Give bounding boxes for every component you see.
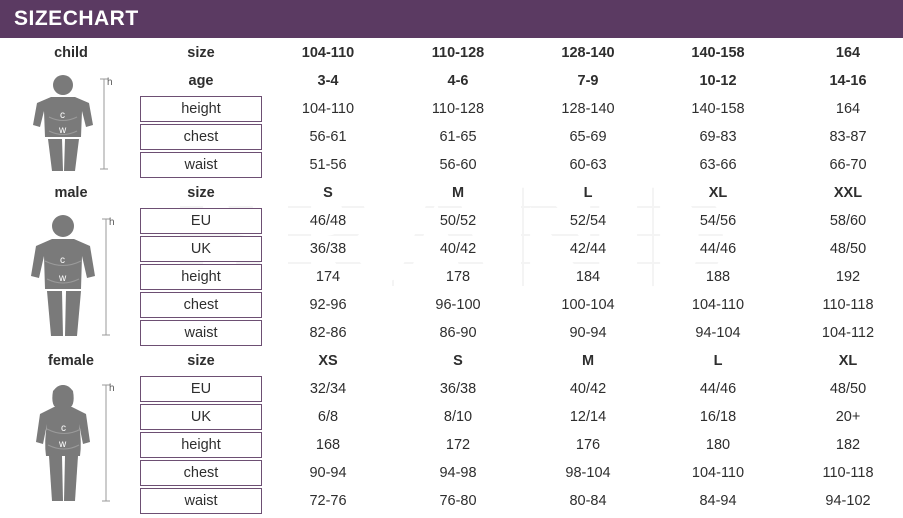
child-figure	[4, 68, 138, 178]
cell-male-uk-2: 40/42	[394, 236, 522, 262]
cell-male-chest-1: 92-96	[264, 292, 392, 318]
table-row	[4, 40, 903, 66]
table-row	[4, 208, 903, 234]
cell-female-chest-1: 90-94	[264, 460, 392, 486]
table-row	[4, 180, 903, 206]
cell-male-uk-4: 44/46	[654, 236, 782, 262]
row-header-female-waist: waist	[140, 488, 262, 514]
group-header-male: male	[4, 180, 138, 206]
cell-child-waist-5: 66-70	[784, 152, 903, 178]
cell-male-size-1: S	[264, 180, 392, 206]
cell-female-uk-4: 16/18	[654, 404, 782, 430]
cell-child-size-1: 104-110	[264, 40, 392, 66]
cell-female-uk-5: 20+	[784, 404, 903, 430]
row-header-male-waist: waist	[140, 320, 262, 346]
cell-female-waist-2: 76-80	[394, 488, 522, 514]
row-header-male-uk: UK	[140, 236, 262, 262]
cell-female-height-1: 168	[264, 432, 392, 458]
table-row	[4, 292, 903, 318]
row-header-male-height: height	[140, 264, 262, 290]
svg-text:w: w	[59, 439, 67, 450]
cell-male-chest-5: 110-118	[784, 292, 903, 318]
table-row	[4, 488, 903, 514]
cell-female-eu-2: 36/38	[394, 376, 522, 402]
cell-female-uk-3: 12/14	[524, 404, 652, 430]
row-header-female-eu: EU	[140, 376, 262, 402]
male-figure	[4, 208, 138, 346]
cell-child-height-5: 164	[784, 96, 903, 122]
table-row	[4, 68, 903, 94]
cell-male-size-5: XXL	[784, 180, 903, 206]
cell-male-uk-5: 48/50	[784, 236, 903, 262]
cell-child-waist-3: 60-63	[524, 152, 652, 178]
group-header-child: child	[4, 40, 138, 66]
cell-male-waist-5: 104-112	[784, 320, 903, 346]
cell-female-chest-5: 110-118	[784, 460, 903, 486]
cell-male-waist-4: 94-104	[654, 320, 782, 346]
row-header-child-waist: waist	[140, 152, 262, 178]
cell-female-size-4: L	[654, 348, 782, 374]
table-row	[4, 432, 903, 458]
cell-male-eu-4: 54/56	[654, 208, 782, 234]
svg-text:h: h	[107, 77, 113, 88]
cell-female-eu-1: 32/34	[264, 376, 392, 402]
cell-child-age-5: 14-16	[784, 68, 903, 94]
row-header-female-chest: chest	[140, 460, 262, 486]
cell-child-waist-2: 56-60	[394, 152, 522, 178]
table-row	[4, 264, 903, 290]
cell-female-eu-5: 48/50	[784, 376, 903, 402]
table-row	[4, 96, 903, 122]
cell-female-height-5: 182	[784, 432, 903, 458]
cell-female-uk-2: 8/10	[394, 404, 522, 430]
table-row	[4, 460, 903, 486]
cell-male-waist-1: 82-86	[264, 320, 392, 346]
table-row	[4, 236, 903, 262]
row-header-child-height: height	[140, 96, 262, 122]
table-row	[4, 348, 903, 374]
cell-female-chest-3: 98-104	[524, 460, 652, 486]
cell-male-eu-1: 46/48	[264, 208, 392, 234]
cell-female-waist-4: 84-94	[654, 488, 782, 514]
cell-female-size-1: XS	[264, 348, 392, 374]
cell-child-chest-3: 65-69	[524, 124, 652, 150]
size-chart-table	[0, 38, 903, 518]
table-row	[4, 404, 903, 430]
row-header-female-height: height	[140, 432, 262, 458]
svg-text:c: c	[60, 110, 65, 121]
cell-child-size-4: 140-158	[654, 40, 782, 66]
cell-female-eu-3: 40/42	[524, 376, 652, 402]
group-header-female: female	[4, 348, 138, 374]
cell-child-size-5: 164	[784, 40, 903, 66]
cell-female-size-3: M	[524, 348, 652, 374]
cell-child-height-3: 128-140	[524, 96, 652, 122]
table-row	[4, 124, 903, 150]
cell-female-chest-4: 104-110	[654, 460, 782, 486]
row-header-child-chest: chest	[140, 124, 262, 150]
cell-child-chest-2: 61-65	[394, 124, 522, 150]
cell-male-size-4: XL	[654, 180, 782, 206]
svg-text:w: w	[59, 125, 67, 136]
row-header-female-size: size	[140, 348, 262, 374]
cell-male-chest-2: 96-100	[394, 292, 522, 318]
cell-child-chest-4: 69-83	[654, 124, 782, 150]
cell-male-uk-3: 42/44	[524, 236, 652, 262]
cell-male-height-2: 178	[394, 264, 522, 290]
cell-male-height-5: 192	[784, 264, 903, 290]
cell-female-waist-5: 94-102	[784, 488, 903, 514]
cell-male-waist-2: 86-90	[394, 320, 522, 346]
cell-male-size-2: M	[394, 180, 522, 206]
cell-female-height-3: 176	[524, 432, 652, 458]
cell-female-uk-1: 6/8	[264, 404, 392, 430]
svg-text:c: c	[60, 255, 65, 266]
table-row	[4, 320, 903, 346]
cell-child-age-3: 7-9	[524, 68, 652, 94]
chart-title-bar	[0, 0, 903, 38]
cell-female-eu-4: 44/46	[654, 376, 782, 402]
row-header-male-chest: chest	[140, 292, 262, 318]
cell-child-height-4: 140-158	[654, 96, 782, 122]
cell-female-size-5: XL	[784, 348, 903, 374]
cell-male-chest-4: 104-110	[654, 292, 782, 318]
table-row	[4, 152, 903, 178]
cell-female-size-2: S	[394, 348, 522, 374]
row-header-child-size: size	[140, 40, 262, 66]
cell-child-age-4: 10-12	[654, 68, 782, 94]
cell-male-waist-3: 90-94	[524, 320, 652, 346]
cell-male-eu-3: 52/54	[524, 208, 652, 234]
cell-male-eu-2: 50/52	[394, 208, 522, 234]
cell-male-height-4: 188	[654, 264, 782, 290]
cell-child-age-2: 4-6	[394, 68, 522, 94]
female-figure	[4, 376, 138, 514]
row-header-child-age: age	[140, 68, 262, 94]
cell-child-height-2: 110-128	[394, 96, 522, 122]
svg-text:w: w	[59, 273, 67, 284]
cell-male-height-3: 184	[524, 264, 652, 290]
cell-female-chest-2: 94-98	[394, 460, 522, 486]
cell-child-waist-4: 63-66	[654, 152, 782, 178]
svg-text:h: h	[109, 383, 115, 394]
svg-text:c: c	[61, 423, 66, 434]
row-header-female-uk: UK	[140, 404, 262, 430]
cell-male-chest-3: 100-104	[524, 292, 652, 318]
cell-child-size-3: 128-140	[524, 40, 652, 66]
row-header-male-size: size	[140, 180, 262, 206]
cell-female-height-4: 180	[654, 432, 782, 458]
cell-male-uk-1: 36/38	[264, 236, 392, 262]
cell-female-waist-1: 72-76	[264, 488, 392, 514]
cell-female-height-2: 172	[394, 432, 522, 458]
page-title-part1: SIZE	[14, 7, 63, 30]
cell-female-waist-3: 80-84	[524, 488, 652, 514]
cell-child-height-1: 104-110	[264, 96, 392, 122]
cell-child-age-1: 3-4	[264, 68, 392, 94]
cell-male-height-1: 174	[264, 264, 392, 290]
table-row	[4, 376, 903, 402]
cell-child-waist-1: 51-56	[264, 152, 392, 178]
cell-male-size-3: L	[524, 180, 652, 206]
cell-child-chest-5: 83-87	[784, 124, 903, 150]
cell-child-chest-1: 56-61	[264, 124, 392, 150]
cell-child-size-2: 110-128	[394, 40, 522, 66]
cell-male-eu-5: 58/60	[784, 208, 903, 234]
page-title-part2: CHART	[62, 7, 139, 30]
svg-text:h: h	[109, 217, 115, 228]
row-header-male-eu: EU	[140, 208, 262, 234]
